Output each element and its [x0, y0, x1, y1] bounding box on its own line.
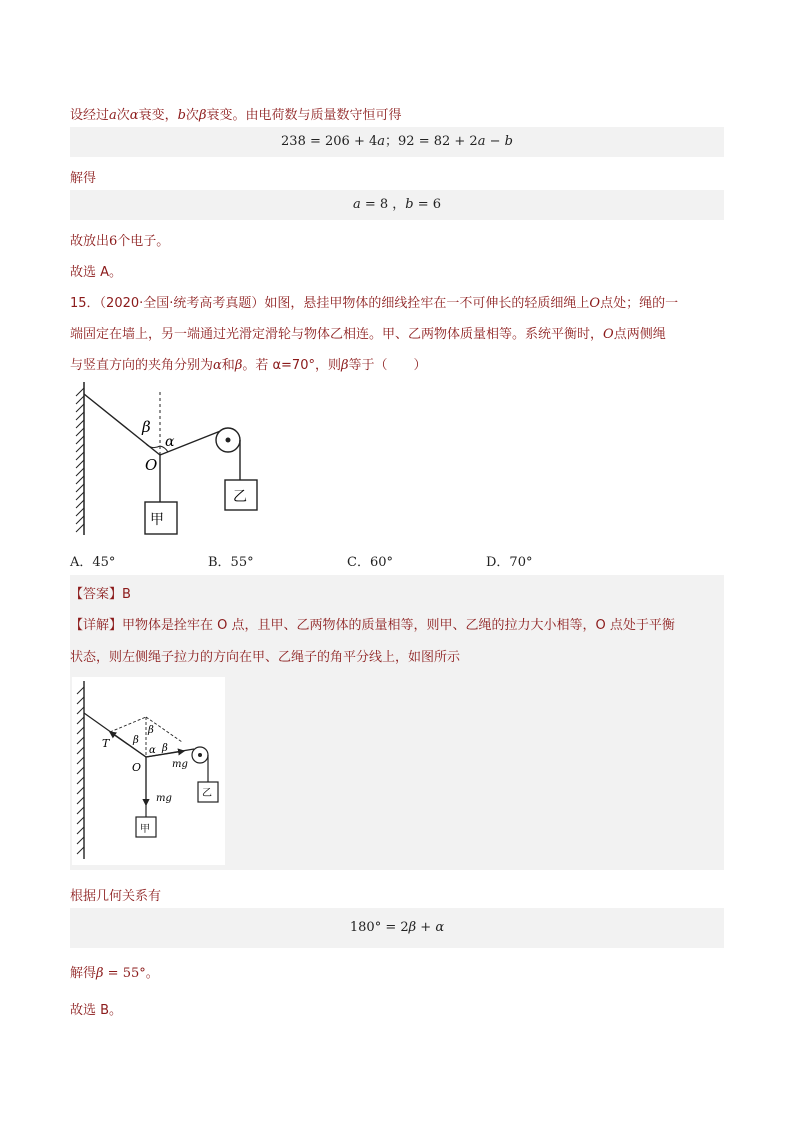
option-b[interactable]: B．55°	[208, 555, 254, 570]
text: 甲物体是拴牢在 O 点，且甲、乙两物体的质量相等，则甲、乙绳的拉力大小相等，O 点处于平衡	[122, 618, 675, 633]
eq-part: = 8 ，	[360, 197, 406, 212]
geometry-label: 根据几何关系有	[70, 889, 162, 904]
label-alpha: α	[165, 434, 175, 450]
figure-pulley-system	[70, 380, 270, 540]
label-jia: 甲	[150, 512, 164, 528]
label-yi: 乙	[233, 489, 247, 505]
eq-part: 180° = 2	[349, 920, 409, 935]
solve-label: 解得	[70, 171, 97, 186]
text: 衰变，	[138, 108, 178, 123]
var-a: a	[377, 134, 386, 149]
label-beta-1: β	[133, 735, 139, 746]
var-beta: β	[198, 108, 207, 123]
equation-conservation	[70, 127, 724, 157]
text: 等于（ ）	[348, 358, 427, 373]
number: 6	[109, 234, 118, 249]
label-mg-right: mg	[172, 759, 188, 770]
var-beta: β	[408, 920, 417, 935]
conclusion-electrons	[70, 230, 169, 249]
answer-label: 【答案】	[70, 587, 123, 602]
choice-a-line: 故选 A。	[70, 265, 123, 280]
detail-line-2: 状态，则左侧绳子拉力的方向在甲、乙绳子的角平分线上，如图所示	[70, 650, 461, 665]
var-beta: β	[96, 966, 104, 981]
eq-part: −	[485, 134, 505, 149]
var-beta: β	[234, 358, 243, 373]
equation-solution	[70, 190, 724, 220]
var-alpha: α	[129, 108, 139, 123]
options-row	[70, 551, 724, 569]
text: 与竖直方向的夹角分别为	[70, 358, 214, 373]
var-b: b	[504, 134, 513, 149]
text: 端固定在墙上，另一端通过光滑定滑轮与物体乙相连。甲、乙两物体质量相等。系统平衡时，	[70, 327, 604, 342]
text: = 55°。	[103, 966, 159, 981]
var-beta: β	[340, 358, 349, 373]
text: 设经过	[70, 108, 110, 123]
detail-label: 【详解】	[70, 618, 123, 633]
option-d[interactable]: D．70°	[486, 555, 533, 570]
parallelogram-side	[110, 717, 146, 732]
question-15-line-1	[70, 292, 678, 311]
tension-arrow	[110, 732, 146, 757]
var-alpha: α	[435, 920, 445, 935]
question-source: （2020·全国·统考高考真题）	[99, 296, 265, 311]
figure-force-diagram	[72, 677, 225, 865]
eq-part: 92 = 82 + 2	[398, 134, 478, 149]
label-beta-2: β	[148, 725, 154, 736]
text: 如图，悬挂甲物体的细线拴牢在一不可伸长的轻质细绳上	[264, 296, 590, 311]
label-o: O	[145, 456, 158, 474]
label-mg-down: mg	[156, 793, 172, 804]
answer-value: B	[122, 587, 131, 602]
text: 衰变。由电荷数与质量数守恒可得	[206, 108, 402, 123]
question-15-line-3	[70, 354, 427, 373]
var-a: a	[477, 134, 486, 149]
label-beta: β	[142, 418, 151, 436]
answer-line	[70, 583, 131, 602]
label-jia: 甲	[140, 824, 150, 835]
label-yi: 乙	[202, 788, 212, 799]
option-a[interactable]: A．45°	[70, 555, 116, 570]
var-b: b	[405, 197, 414, 212]
question-number: 15．	[70, 296, 100, 311]
choice-b-line: 故选 B。	[70, 1003, 123, 1018]
text: 故放出	[70, 234, 110, 249]
label-alpha: α	[149, 745, 156, 756]
text: 和	[221, 358, 235, 373]
var-o: O	[603, 327, 614, 342]
question-15-line-2	[70, 323, 666, 342]
pulley-axle	[198, 753, 202, 757]
var-o: O	[589, 296, 601, 311]
eq-sep: ；	[385, 134, 399, 149]
var-b: b	[177, 108, 186, 123]
decay-intro-line	[70, 104, 401, 123]
text: 点两侧绳	[613, 327, 666, 342]
pulley-axle	[226, 438, 231, 443]
eq-part: +	[416, 920, 436, 935]
var-alpha: α	[213, 358, 222, 373]
label-beta-3: β	[162, 743, 168, 754]
text: 解得	[70, 966, 97, 981]
eq-part: 238 = 206 + 4	[281, 134, 378, 149]
wall-hatch	[76, 388, 84, 532]
var-a: a	[352, 197, 361, 212]
text: 点处；绳的一	[600, 296, 679, 311]
var-a: a	[109, 108, 117, 123]
label-t: T	[102, 737, 110, 750]
solve-beta-line	[70, 962, 159, 981]
option-c[interactable]: C．60°	[347, 555, 393, 570]
angle-arc-beta	[146, 444, 160, 448]
text: 。若 α=70°，则	[242, 358, 341, 373]
equation-angle	[70, 908, 724, 948]
text: 次	[116, 108, 130, 123]
label-o: O	[132, 761, 142, 774]
text: 个电子。	[117, 234, 170, 249]
wall-hatch	[77, 687, 84, 854]
eq-part: = 6	[413, 197, 442, 212]
text: 次	[185, 108, 199, 123]
detail-line-1	[70, 614, 675, 633]
figure-force-diagram-frame	[72, 677, 225, 865]
